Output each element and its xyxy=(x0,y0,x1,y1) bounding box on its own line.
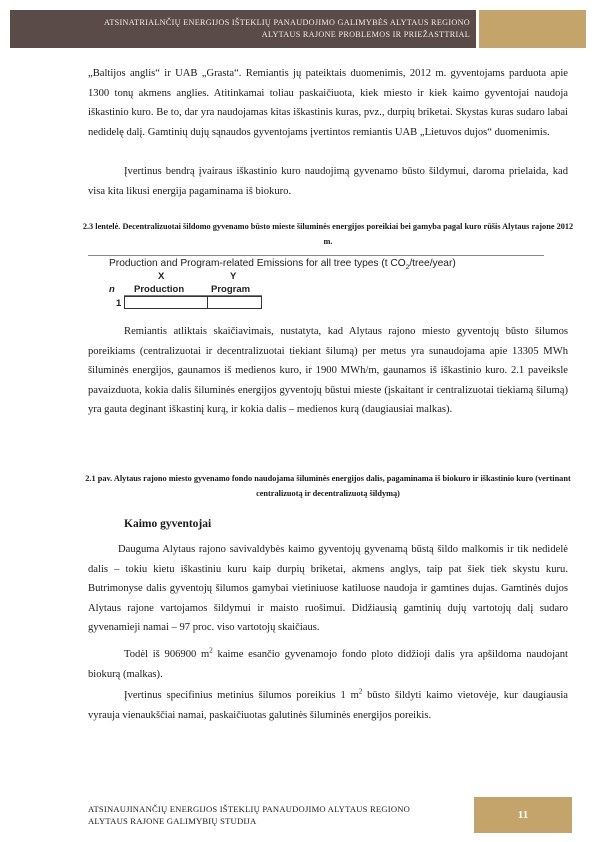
header-accent-block xyxy=(479,10,586,48)
table-caption: 2.3 lentelė. Decentralizuotai šildomo gyvenamo būsto mieste šiluminės energijos poreikiai bei gamyba pagal kuro rūšis Alytaus rajone 2012 m. xyxy=(82,222,574,246)
footer-line-1: ATSINAUJINANČIŲ ENERGIJOS IŠTEKLIŲ PANAUDOJIMO ALYTAUS REGIONO xyxy=(88,804,411,814)
table-top-rule xyxy=(88,255,544,256)
paragraph-3: Remiantis atliktais skaičiavimais, nustatyta, kad Alytaus rajono miesto gyventojų būsto šilumos poreikiams (centralizuotai ir decentralizuotai tiekiant šilumą) per metus yra sunaudojama apie 13305 MWh šiluminės energijos, gaunamos iš medienos kuro, ir 1900 MWh/m, gaunamos iš iškastinio kuro. 2.1 paveiksle pavaizduota, kokia dalis šiluminės energijos gyventojų būstui mieste (įskaitant ir centralizuotai tiekiamą šilumą) yra gauta deginant iškastinį kurą, ir kokia dalis – medienos kurą (daugiausiai malkas). xyxy=(88,326,568,416)
embedded-emissions-table xyxy=(88,255,544,327)
embedded-table-title: Production and Program-related Emissions for all tree types (t $CO_2/tree/year$) xyxy=(109,258,456,272)
header-line-2: ALYTAUS RAJONE PROBLEMOS IR PRIEŽASTTRIAL xyxy=(261,30,470,39)
paragraph-1: „Baltijos anglis“ ir UAB „Grasta“. Remiantis jų pateiktais duomenimis, 2012 m. gyventojams parduota apie 1300 tonų akmens anglies. Atitinkamai toliau paskaičiuota, kiek miesto ir kiek kaimo gyventojai naudoja iškastinio kuro. Be to, dar yra naudojamas kitas iškastinis kuras, pvz., durpių briketai. Skystas kuras sudaro labai nedidelę dalį. Gamtinių dujų sąnaudos gyventojams įvertintos remiantis UAB „Lietuvos dujos“ duomenimis. xyxy=(88,68,568,138)
figure-caption: 2.1 pav. Alytaus rajono miesto gyvenamo fondo naudojama šiluminės energijos dalis, pagaminama iš biokuro ir iškastinio kuro (vertinant centralizuotą ir decentralizuotą šildymą) xyxy=(85,474,571,498)
footer-line-2: ALYTAUS RAJONE GALIMYBIŲ STUDIJA xyxy=(88,816,257,826)
running-footer xyxy=(88,803,410,827)
n-label: n xyxy=(109,284,115,295)
cell-production[interactable] xyxy=(124,296,208,309)
paragraph-5: Todėl iš 906900 $m^2$ kaime esančio gyvenamojo fondo ploto didžioji dalis yra apšildoma naudojant biokurą (malkas). xyxy=(88,646,568,680)
page-number: 11 xyxy=(474,797,572,833)
row-1-label: 1 xyxy=(116,298,122,309)
production-header: Production xyxy=(134,284,185,295)
header-line-1: ATSINATRIALNČIŲ ENERGIJOS IŠTEKLIŲ PANAUDOJIMO GALIMYBĖS ALYTAUS REGIONO xyxy=(104,18,470,27)
cell-program[interactable] xyxy=(207,296,262,309)
y-column-label: Y xyxy=(230,271,237,282)
paragraph-2: Įvertinus bendrą įvairaus iškastinio kuro naudojimą gyvenamo būsto šildymui, daroma prielaida, kad visa kita likusi energija pagaminama iš biokuro. xyxy=(88,166,568,197)
section-subheading: Kaimo gyventojai xyxy=(124,518,212,530)
paragraph-4: Dauguma Alytaus rajono savivaldybės kaimo gyventojų gyvenamą būstą šildo malkomis ir tik nedidelė dalis – tokiu kietu iškastiniu kuru kaip durpių briketai, akmens anglys, taip pat šiek tiek skystu kuru. Butrimonyse dalis gyventojų šilumos gamybai vietiniuose katiluose naudoja ir gamtines dujas. Gamtinės dujos Alytaus rajone vartojamos šildymui ir maisto ruošimui. Didžiausią gamtinių dujų vartotojų dalį sudaro gyvenamieji namai – 97 proc. viso vartotojų skaičiaus. xyxy=(88,544,568,634)
paragraph-6: Įvertinus specifinius metinius šilumos poreikius 1 $m^2$ būsto šildyti kaimo vietovėje, kur daugiausia vyrauja vienaukščiai namai, paskaičiuotas galutinės šiluminės energijos poreikis. xyxy=(88,687,568,721)
running-header xyxy=(10,10,476,48)
x-column-label: X xyxy=(158,271,165,282)
program-header: Program xyxy=(211,284,251,295)
